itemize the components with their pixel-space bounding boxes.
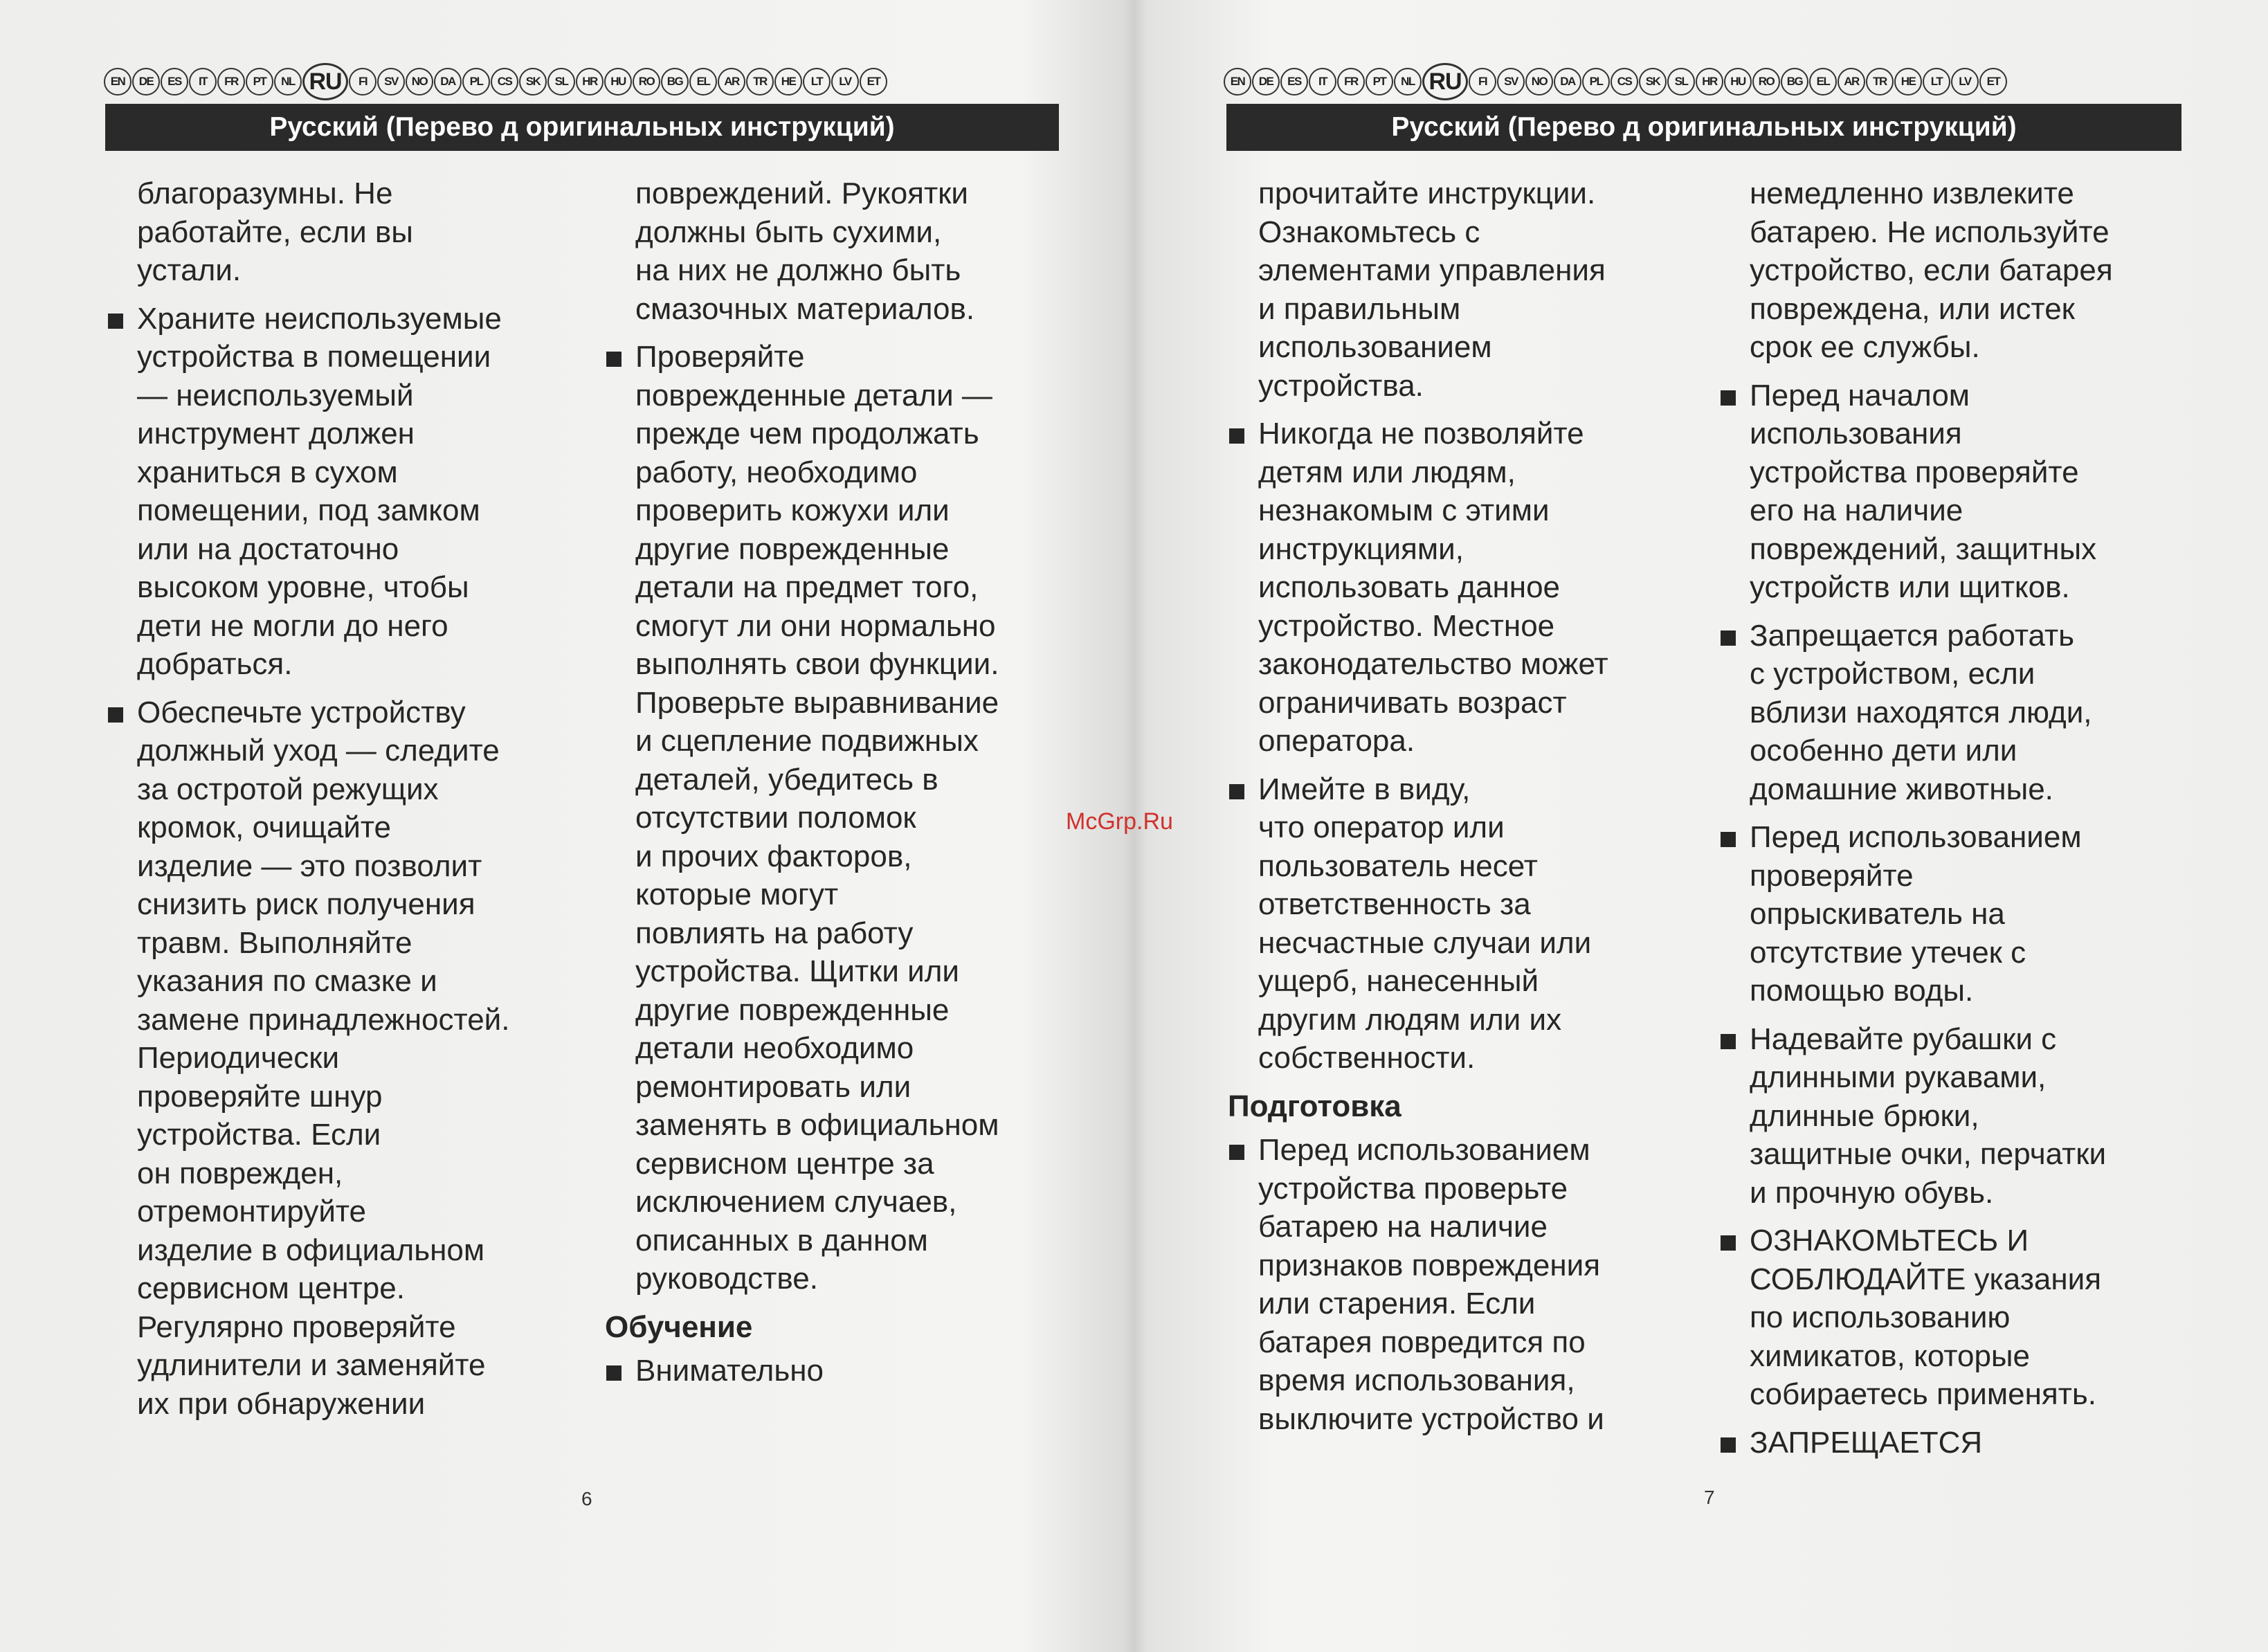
text-line: несчастные случаи или <box>1258 925 1592 960</box>
text-line: смогут ли они нормально <box>635 608 996 643</box>
text-line: помощью воды. <box>1750 974 1974 1008</box>
section-heading: Обучение <box>605 1309 753 1344</box>
text-line: повреждена, или истек <box>1750 291 2075 326</box>
text-line: детали необходимо <box>635 1031 914 1065</box>
left-page <box>0 0 1128 1652</box>
text-line: устройства проверяйте <box>1750 455 2079 489</box>
text-line: работайте, если вы <box>137 215 413 249</box>
language-badge-es: ES <box>1280 68 1308 96</box>
language-badge-ru: RU <box>302 63 348 100</box>
text-line: руководстве. <box>635 1262 818 1296</box>
right-column-1 <box>1225 174 1709 1448</box>
text-line: незнакомым с этими <box>1258 493 1550 527</box>
language-badge-it: IT <box>189 68 217 96</box>
text-line: повлиять на работу <box>635 916 914 950</box>
text-line: замене принадлежностей. <box>137 1002 510 1037</box>
section-title-bar <box>105 104 1059 151</box>
language-badge-he: HE <box>1894 68 1922 96</box>
text-line: вблизи находятся люди, <box>1750 695 2092 729</box>
text-line: химикатов, которые <box>1750 1338 2031 1373</box>
left-column-1 <box>104 174 581 1433</box>
text-line: ЗАПРЕЩАЕТСЯ <box>1750 1425 1983 1460</box>
text-line: устройств или щитков. <box>1750 570 2070 604</box>
text-line: проверяйте <box>1750 858 1914 893</box>
text-line: за остротой режущих <box>137 772 439 806</box>
language-badge-hr: HR <box>1696 68 1723 96</box>
bullet-item <box>1716 1020 2215 1213</box>
language-badge-ru: RU <box>1422 63 1468 100</box>
text-line: благоразумны. Не <box>137 176 393 210</box>
language-badge-nl: NL <box>1394 68 1422 96</box>
text-line: описанных в данном <box>635 1223 928 1258</box>
section-title: Русский (Перево д оригинальных инструкций) <box>269 112 895 142</box>
square-bullet-icon <box>606 352 622 367</box>
square-bullet-icon <box>1721 1034 1736 1049</box>
bullet-item <box>1716 1222 2215 1414</box>
language-badge-fi: FI <box>1469 68 1496 96</box>
text-line: с устройством, если <box>1750 657 2035 691</box>
language-badge-fr: FR <box>217 68 245 96</box>
text-line: защитные очки, перчатки <box>1750 1137 2107 1171</box>
text-line: повреждений, защитных <box>1750 532 2097 566</box>
language-badge-sk: SK <box>519 68 547 96</box>
text-line: домашние животные. <box>1750 772 2053 806</box>
language-badge-et: ET <box>1979 68 2007 96</box>
language-badge-lt: LT <box>803 68 831 96</box>
text-line: он поврежден, <box>137 1156 343 1190</box>
bullet-item <box>602 1352 1073 1390</box>
text-line: их при обнаружении <box>137 1386 426 1421</box>
language-badge-cs: CS <box>1611 68 1638 96</box>
text-line: длинными рукавами, <box>1750 1060 2047 1094</box>
square-bullet-icon <box>1229 784 1244 799</box>
language-badge-da: DA <box>434 68 462 96</box>
text-line: повреждений. Рукоятки <box>635 176 968 210</box>
text-line: смазочных материалов. <box>635 291 975 326</box>
watermark-text: McGrp.Ru <box>1066 808 1173 835</box>
bullet-item <box>104 693 581 1424</box>
text-line: должный уход — следите <box>137 734 500 768</box>
language-badge-ro: RO <box>1752 68 1780 96</box>
text-line: устройства. <box>1258 368 1424 403</box>
text-line: время использования, <box>1258 1363 1575 1397</box>
text-line: работу, необходимо <box>635 455 918 489</box>
text-line: проверить кожухи или <box>635 493 950 527</box>
language-badge-pt: PT <box>246 68 273 96</box>
language-badge-en: EN <box>104 68 131 96</box>
text-line: устройства в помещении <box>137 340 491 374</box>
language-badge-pt: PT <box>1366 68 1393 96</box>
text-line: снизить риск получения <box>137 887 475 921</box>
text-line: поврежденные детали — <box>635 378 992 412</box>
text-line: Обеспечьте устройству <box>137 695 466 729</box>
language-badge-cs: CS <box>491 68 518 96</box>
language-badge-tr: TR <box>746 68 774 96</box>
text-line: прочитайте инструкции. <box>1258 176 1596 210</box>
text-line: на них не должно быть <box>635 253 961 287</box>
bullet-item <box>104 300 581 684</box>
text-line: Запрещается работать <box>1750 618 2075 653</box>
text-line: Периодически <box>137 1041 340 1075</box>
text-line: выключите устройство и <box>1258 1401 1604 1436</box>
section-title-bar <box>1226 104 2181 151</box>
text-line: проверяйте шнур <box>137 1079 383 1114</box>
language-badge-ro: RO <box>633 68 660 96</box>
square-bullet-icon <box>1229 428 1244 444</box>
language-badge-el: EL <box>689 68 717 96</box>
text-line: другие поврежденные <box>635 992 950 1027</box>
language-badge-bg: BG <box>661 68 689 96</box>
language-badge-sv: SV <box>377 68 405 96</box>
bullet-item <box>1716 617 2215 809</box>
paragraph-continuation <box>1716 174 2215 367</box>
text-line: должны быть сухими, <box>635 215 942 249</box>
page-number-right: 7 <box>1704 1487 1715 1508</box>
language-badge-bg: BG <box>1781 68 1808 96</box>
square-bullet-icon <box>108 707 123 723</box>
text-line: что оператор или <box>1258 810 1505 844</box>
square-bullet-icon <box>1721 832 1736 847</box>
text-line: и сцепление подвижных <box>635 724 979 758</box>
square-bullet-icon <box>606 1365 622 1381</box>
language-badge-no: NO <box>406 68 433 96</box>
language-badge-pl: PL <box>1582 68 1610 96</box>
text-line: элементами управления <box>1258 253 1606 287</box>
paragraph-continuation <box>1225 174 1709 405</box>
text-line: и правильным <box>1258 291 1461 326</box>
text-line: Надевайте рубашки с <box>1750 1022 2057 1056</box>
language-badge-es: ES <box>161 68 188 96</box>
section-title: Русский (Перево д оригинальных инструкций) <box>1391 112 2017 142</box>
text-line: Перед использованием <box>1258 1133 1590 1167</box>
bullet-item <box>1716 1424 2215 1462</box>
text-line: сервисном центре. <box>137 1271 405 1305</box>
language-badge-sl: SL <box>547 68 575 96</box>
text-line: Ознакомьтесь с <box>1258 215 1480 249</box>
language-badge-sl: SL <box>1667 68 1695 96</box>
text-line: высоком уровне, чтобы <box>137 570 469 604</box>
text-line: и прочих факторов, <box>635 839 912 873</box>
language-badge-lt: LT <box>1923 68 1950 96</box>
language-badge-lv: LV <box>1951 68 1979 96</box>
square-bullet-icon <box>1721 390 1736 406</box>
text-line: использования <box>1750 417 1962 451</box>
square-bullet-icon <box>108 314 123 329</box>
language-badge-en: EN <box>1224 68 1251 96</box>
language-badge-da: DA <box>1554 68 1581 96</box>
text-line: особенно дети или <box>1750 734 2017 768</box>
text-line: инструкциями, <box>1258 532 1464 566</box>
text-line: опрыскиватель на <box>1750 897 2005 931</box>
text-line: устройства. Если <box>137 1118 381 1152</box>
language-badge-lv: LV <box>831 68 859 96</box>
square-bullet-icon <box>1721 630 1736 646</box>
text-line: детям или людям, <box>1258 455 1516 489</box>
text-line: собираетесь применять. <box>1750 1377 2096 1411</box>
text-line: детали на предмет того, <box>635 570 979 604</box>
text-line: которые могут <box>635 878 839 911</box>
text-line: устройства. Щитки или <box>635 954 959 988</box>
language-badge-fr: FR <box>1337 68 1365 96</box>
text-line: Внимательно <box>635 1354 824 1388</box>
language-badge-fi: FI <box>349 68 377 96</box>
text-line: травм. Выполняйте <box>137 925 412 960</box>
text-line: устройства проверьте <box>1258 1171 1568 1206</box>
text-line: Никогда не позволяйте <box>1258 417 1584 451</box>
bullet-item <box>1716 376 2215 607</box>
language-badge-tr: TR <box>1866 68 1894 96</box>
language-badge-nl: NL <box>274 68 302 96</box>
language-badge-ar: AR <box>1838 68 1865 96</box>
text-line: Перед использованием <box>1750 820 2082 854</box>
language-badge-ar: AR <box>718 68 745 96</box>
bullet-item <box>1225 415 1709 761</box>
language-badge-sv: SV <box>1497 68 1525 96</box>
text-line: ремонтировать или <box>635 1069 911 1104</box>
language-badge-no: NO <box>1525 68 1553 96</box>
text-line: СОБЛЮДАЙТЕ указания <box>1750 1262 2102 1296</box>
text-line: или старения. Если <box>1258 1287 1536 1320</box>
text-line: другим людям или их <box>1258 1002 1562 1037</box>
bullet-item <box>1225 770 1709 1078</box>
text-line: сервисном центре за <box>635 1146 934 1181</box>
text-line: ОЗНАКОМЬТЕСЬ И <box>1750 1224 2029 1258</box>
text-line: оператора. <box>1258 724 1415 758</box>
text-line: дети не могли до него <box>137 608 448 643</box>
text-line: батарею. Не используйте <box>1750 215 2110 249</box>
language-strip <box>104 62 887 101</box>
text-line: Перед началом <box>1750 378 1970 412</box>
text-line: заменять в официальном <box>635 1108 999 1142</box>
text-line: пользователь несет <box>1258 848 1538 883</box>
language-badge-it: IT <box>1309 68 1336 96</box>
left-column-2 <box>602 174 1073 1400</box>
text-line: батарею на наличие <box>1258 1210 1548 1244</box>
text-line: удлинители и заменяйте <box>137 1348 486 1382</box>
text-line: длинные брюки, <box>1750 1098 1979 1133</box>
text-line: отсутствии поломок <box>635 801 916 835</box>
text-line: изделие в официальном <box>137 1233 485 1267</box>
text-line: Регулярно проверяйте <box>137 1309 456 1344</box>
section-heading: Подготовка <box>1228 1089 1401 1123</box>
text-line: изделие — это позволит <box>137 848 482 883</box>
language-badge-et: ET <box>860 68 887 96</box>
text-line: отсутствие утечек с <box>1750 935 2026 970</box>
text-line: другие поврежденные <box>635 532 950 566</box>
text-line: устали. <box>137 253 242 287</box>
text-line: или на достаточно <box>137 532 399 566</box>
text-line: помещении, под замком <box>137 493 480 527</box>
right-page <box>1135 0 2268 1652</box>
language-strip <box>1224 62 2007 101</box>
text-line: по использованию <box>1750 1300 2011 1334</box>
text-line: законодательство может <box>1258 647 1608 681</box>
text-line: устройство, если батарея <box>1750 253 2113 287</box>
text-line: прежде чем продолжать <box>635 417 979 451</box>
text-line: ущерб, нанесенный <box>1258 964 1539 998</box>
text-line: ограничивать возраст <box>1258 685 1567 720</box>
text-line: ответственность за <box>1258 887 1531 921</box>
bullet-item <box>602 338 1073 1298</box>
square-bullet-icon <box>1721 1235 1736 1251</box>
text-line: срок ее службы. <box>1750 330 1980 364</box>
text-line: и прочную обувь. <box>1750 1175 1994 1210</box>
language-badge-sk: SK <box>1639 68 1667 96</box>
text-line: Проверьте выравнивание <box>635 685 999 720</box>
bullet-item <box>1716 818 2215 1010</box>
text-line: храниться в сухом <box>137 455 398 489</box>
text-line: Имейте в виду, <box>1258 772 1471 806</box>
language-badge-de: DE <box>132 68 160 96</box>
text-line: использовать данное <box>1258 570 1561 604</box>
text-line: использованием <box>1258 330 1492 364</box>
text-line: инструмент должен <box>137 417 415 451</box>
text-line: собственности. <box>1258 1041 1476 1075</box>
language-badge-pl: PL <box>462 68 490 96</box>
language-badge-el: EL <box>1809 68 1837 96</box>
text-line: деталей, убедитесь в <box>635 762 938 797</box>
text-line: немедленно извлеките <box>1750 176 2074 210</box>
text-line: добраться. <box>137 647 293 681</box>
text-line: признаков повреждения <box>1258 1248 1601 1282</box>
text-line: Проверяйте <box>635 340 805 374</box>
language-badge-hu: HU <box>604 68 632 96</box>
square-bullet-icon <box>1229 1145 1244 1160</box>
text-line: указания по смазке и <box>137 964 437 998</box>
paragraph-continuation <box>104 174 581 290</box>
right-column-2 <box>1716 174 2215 1471</box>
text-line: кромок, очищайте <box>137 810 391 844</box>
language-badge-hu: HU <box>1724 68 1752 96</box>
text-line: устройство. Местное <box>1258 608 1555 643</box>
language-badge-de: DE <box>1252 68 1280 96</box>
paragraph-continuation <box>602 174 1073 328</box>
bullet-item <box>1225 1131 1709 1438</box>
text-line: Храните неиспользуемые <box>137 301 502 336</box>
text-line: — неиспользуемый <box>137 378 414 412</box>
text-line: исключением случаев, <box>635 1185 957 1219</box>
text-line: батарея повредится по <box>1258 1325 1586 1359</box>
text-line: выполнять свои функции. <box>635 647 999 681</box>
page-number-left: 6 <box>581 1488 592 1509</box>
text-line: отремонтируйте <box>137 1195 367 1228</box>
language-badge-hr: HR <box>576 68 604 96</box>
language-badge-he: HE <box>774 68 802 96</box>
square-bullet-icon <box>1721 1437 1736 1453</box>
text-line: его на наличие <box>1750 493 1963 527</box>
